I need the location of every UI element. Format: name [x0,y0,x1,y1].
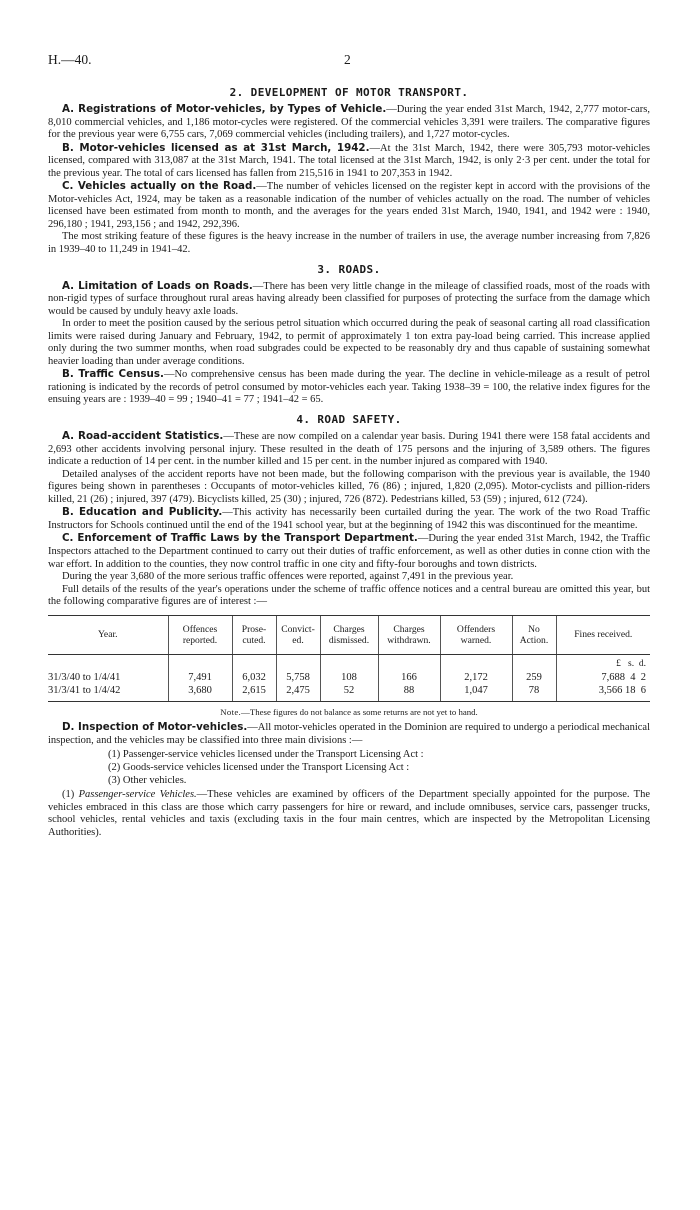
column-header: Fines received. [556,615,650,654]
list-item: (1) Passenger-service vehicles licensed under the Transport Licensing Act : [108,749,424,761]
table-cell: 52 [320,684,378,702]
column-header: Charges dismissed. [320,615,378,654]
paragraph-2b: B. Motor-vehicles licensed as at 31st March, 1942.—At the 31st March, 1942, there were 305,793 motor-vehicles licensed, compared with 313,087 at the 31st March, 1941. The total licensed at the 31st March, 1942, is only 2·3 per cent. under the total for the previous year. The total of cars licensed has fallen from 215,516 in 1941 to 207,353 in 1942. [48,141,650,179]
note-label: Note. [220,706,242,717]
table-unit-row [48,654,650,671]
heading-2a: A. Registrations of Motor-vehicles, by Types of Vehicle. [62,103,387,115]
heading-4c: C. Enforcement of Traffic Laws by the Transport Department. [62,532,418,545]
running-head [48,52,650,68]
vehicle-divisions-list [108,749,650,787]
heading-3a: A. Limitation of Loads on Roads. [62,279,253,292]
column-header: Year. [48,615,168,654]
paragraph-4a-cont: Detailed analyses of the accident reports have not been made, but the following comparison with the previous year is available, the 1940 figures being shown in parentheses : Occupants of motor-vehicles killed, 76 (86) ; injured, 1,820 (2,095). Motor-cyclists and pillion-riders killed, 21 (26) ; injured, 397 (479). Bicyclists killed, 25 (30) ; injured, 726 (872). Pedestrians killed, 53 (59) ; injured, 612 (724). [48,468,650,505]
table-cell: 2,172 [440,671,512,684]
table-row [48,684,650,702]
heading-4b: B. Education and Publicity. [62,506,223,519]
table-cell: 31/3/41 to 1/4/42 [48,684,168,702]
note-text: —These figures do not balance as some returns are not yet to hand. [241,706,478,717]
currency-unit-label: £ s. d. [556,654,650,671]
paragraph-4c: C. Enforcement of Traffic Laws by the Transport Department.—During the year ended 31st March, 1942, the Traffic Inspectors attached to the Department continued to carry out their duties of traffic enforcement, as well as other duties in conne ction with the war effort. In addition to the counties, they now control traffic in one city and fifty-four boroughs and town districts. [48,532,650,570]
paragraph-3a: A. Limitation of Loads on Roads.—There has been very little change in the mileage of classified roads, most of the roads with non-rigid types of surface throughout rural areas having already been classified for purposes of protecting the surface from the damage which would be caused by unduly heavy axle loads. [48,279,650,317]
table-cell: 3,680 [168,684,232,702]
table-cell: 31/3/40 to 1/4/41 [48,671,121,683]
table-cell: 166 [378,671,440,684]
table-cell: 88 [378,684,440,702]
paragraph-4c-cont2: Full details of the results of the year's operations under the scheme of traffic offence notices and a central bureau are omitted this year, but the following comparative figures are of interest :— [48,583,650,608]
table-cell: 7,688 4 2 [556,671,650,684]
paragraph-2c-cont: The most striking feature of these figures is the heavy increase in the number of trailers in use, the average number increasing from 7,826 in 1939–40 to 11,249 in 1941–42. [48,231,650,256]
subheading-passenger-service: Passenger-service Vehicles. [78,789,197,801]
paragraph-4a: A. Road-accident Statistics.—These are now compiled on a calendar year basis. During 1941 there were 158 fatal accidents and 2,693 other accidents involving personal injury. These resulted in the death of 175 persons and the injuring of 3,589 others. The figures indicate a reduction of 14 per cent. in the number killed and 15 per cent. in the number injured as compared with 1940. [48,430,650,468]
table-cell: 2,475 [276,684,320,702]
table-cell: 2,615 [232,684,276,702]
traffic-offences-table [48,615,650,702]
column-header: No Action. [512,615,556,654]
paragraph-4d-1: (1) Passenger-service Vehicles.—These vehicles are examined by officers of the Department specially appointed for the purpose. The vehicles embraced in this class are those which carry passengers for hire or reward, and include omnibuses, service cars, passenger trucks, school vehicles, rental vehicles and taxis (excluding taxis in the four main centres, which are inspected by the Metropolitan Licensing Authorities). [48,789,650,838]
section-3-title: 3. ROADS. [317,262,381,276]
paragraph-4b: B. Education and Publicity.—This activity has necessarily been curtailed during the year. The work of the two Road Traffic Instructors for Schools continued until the end of the 1941 school year, but at the beginning of 1942 this was discontinued for the meantime. [48,506,650,531]
paragraph-4d: D. Inspection of Motor-vehicles.—All motor-vehicles operated in the Dominion are required to undergo a periodical mechanical inspection, and the vehicles may be classified into three main divisions :— [48,721,650,746]
table-cell: 7,491 [168,671,232,684]
table-header-row [48,615,650,654]
page-content [48,86,650,839]
table-cell: 259 [512,671,556,684]
column-header: Offences reported. [168,615,232,654]
table-cell: 78 [512,684,556,702]
table-cell: 3,566 18 6 [556,684,650,702]
heading-2b: B. Motor-vehicles licensed as at 31st March, 1942. [62,141,370,154]
table-cell: 108 [320,671,378,684]
paragraph-3a-cont: In order to meet the position caused by the serious petrol situation which occurred during the peak of seasonal carting all road classification limits were raised during January and February, 1942, to permit of approximately 1 ton extra pay-load being carried. This increase applied only during the two summer months, when road subgrades could be expected to be reasonably dry and thus capable of sustaining somewhat heavier loading than under average conditions. [48,318,650,367]
table-row [48,671,650,684]
table-cell: 1,047 [440,684,512,702]
column-header: Offenders warned. [440,615,512,654]
paragraph-3b: B. Traffic Census.—No comprehensive census has been made during the year. The decline in vehicle-mileage as a result of petrol rationing is indicated by the records of petrol consumed by motor-vehicles each year. Taking 1938–39 = 100, the relative index figures for the ensuing years are : 1939–40 = 99 ; 1940–41 = 77 ; 1941–42 = 65. [48,368,650,406]
heading-3b: B. Traffic Census. [62,368,164,381]
column-header: Convict-ed. [276,615,320,654]
heading-2c: C. Vehicles actually on the Road. [62,180,257,193]
table-cell: 6,032 [232,671,276,684]
table-note [48,706,650,719]
table-cell: 5,758 [276,671,320,684]
section-4-title: 4. ROAD SAFETY. [296,413,402,427]
paragraph-2a: A. Registrations of Motor-vehicles, by Types of Vehicle.—During the year ended 31st March, 1942, 2,777 motor-cars, 8,010 commercial vehicles, and 1,186 motor-cycles were registered. Of the commercial vehicles 3,391 were trailers. The comparative figures for the previous year were 6,755 cars, 7,069 commercial vehicles (including trailers), and 1,727 motor-cycles. [48,103,651,141]
heading-4d: D. Inspection of Motor-vehicles. [62,721,248,734]
list-item: (2) Goods-service vehicles licensed under the Transport Licensing Act : [108,761,410,773]
paragraph-4c-cont: During the year 3,680 of the more serious traffic offences were reported, against 7,491 in the previous year. [62,571,514,583]
heading-4a: A. Road-accident Statistics. [62,430,224,443]
document-reference: H.—40. [48,52,92,67]
page-number: 2 [344,52,351,67]
column-header: Prose-cuted. [232,615,276,654]
list-item: (3) Other vehicles. [108,774,187,786]
paragraph-2c: C. Vehicles actually on the Road.—The number of vehicles licensed on the register kept in accord with the provisions of the Motor-vehicles Act, 1924, may be taken as a reasonable indication of the number of vehicles actually on the road. The number of vehicles licensed have been estimated from month to month, and the averages for the years ended 31st March, 1940, 1941, and 1942 were : 1940, 296,180 ; 1941, 293,156 ; and 1942, 292,396. [48,180,650,230]
section-2-title: 2. DEVELOPMENT OF MOTOR TRANSPORT. [229,86,469,99]
column-header: Charges withdrawn. [378,615,440,654]
